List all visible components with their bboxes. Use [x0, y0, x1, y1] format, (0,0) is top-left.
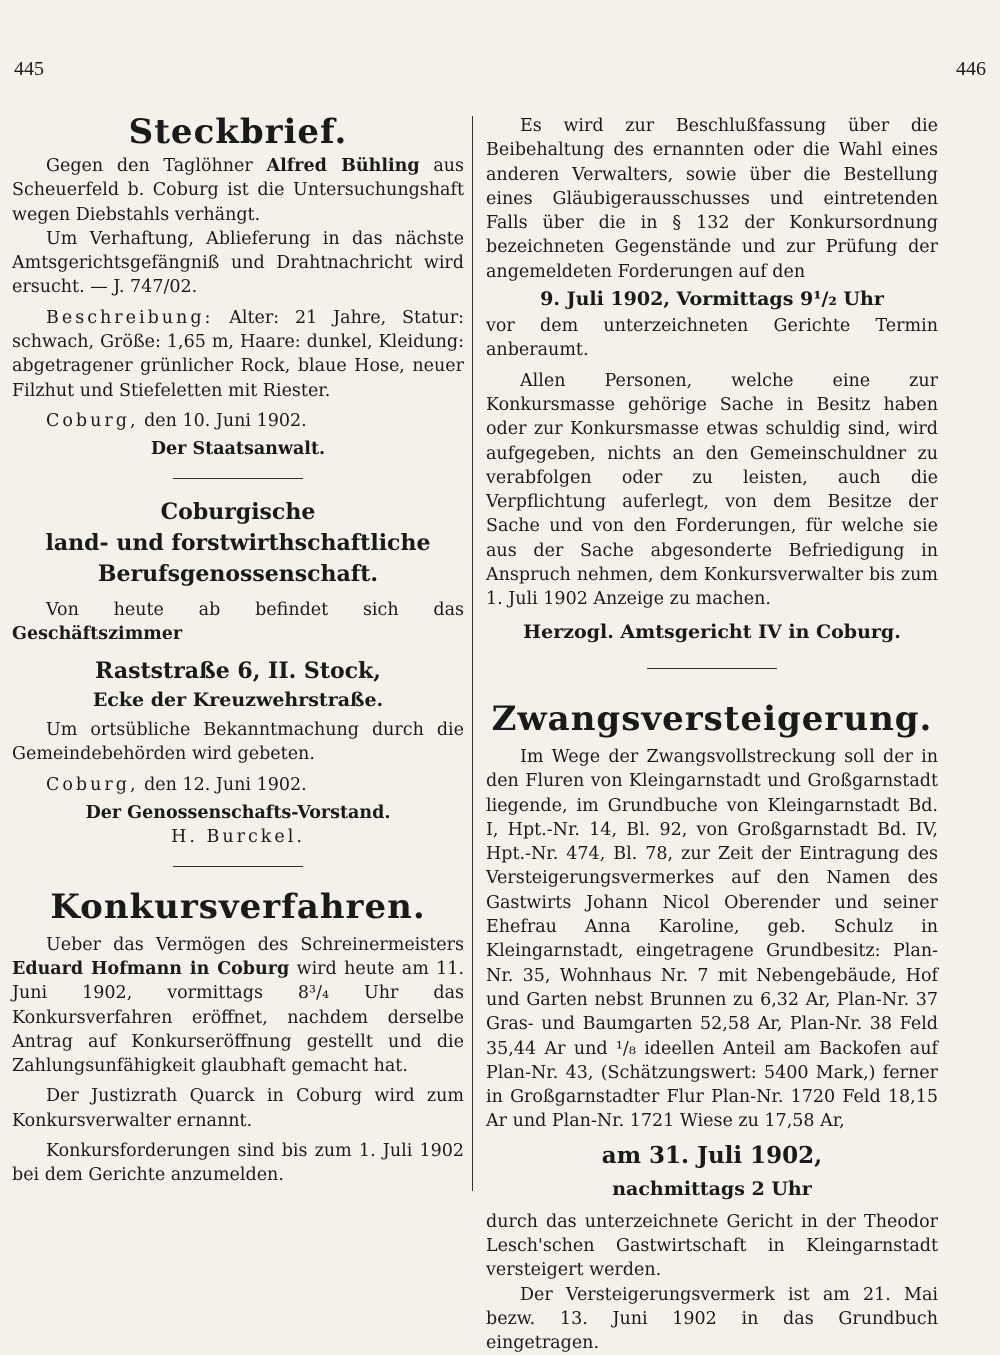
zwang-paragraph-2: durch das unterzeichnete Gericht in der Theodor Lesch'schen Gastwirtschaft in Kleingarnstadt versteigert werden.	[486, 1211, 938, 1281]
genossenschaft-paragraph-1: Von heute ab befindet sich das Geschäftszimmer	[12, 599, 464, 644]
konkurs-continuation	[486, 114, 938, 644]
konkurs-hearing-date: 9. Juli 1902, Vormittags 9¹/₂ Uhr	[540, 288, 884, 311]
section-divider	[173, 866, 303, 867]
zwang-paragraph-1: Im Wege der Zwangsvollstreckung soll der in den Fluren von Kleingarnstadt und Großgarnstadt liegende, im Grundbuche von Kleingarnstadt Bd. I, Hpt.-Nr. 14, Bl. 92, von Großgarnstadt Bd. IV, Hpt.-Nr. 474, Bl. 78, zur Zeit der Eintragung des Versteigerungsvermerkes auf den Namen des Gastwirts Johann Nicol Oberender und seiner Ehefrau Anna Karoline, geb. Schulz in Kleingarnstadt, eingetragene Grundbesitz: Plan-Nr. 35, Wohnhaus Nr. 7 mit Nebengebäude, Hof und Garten nebst Brunnen zu 6,32 Ar, Plan-Nr. 37 Gras- und Baumgarten 52,58 Ar, Plan-Nr. 38 Feld 35,44 Ar und ¹/₈ ideellen Anteil am Backofen auf Plan-Nr. 43, (Schätzungswert: 5400 Mark,) ferner in Großgarnstadter Flur Plan-Nr. 1720 Feld 18,15 Ar und Plan-Nr. 1721 Wiese zu 17,58 Ar,	[486, 746, 938, 1132]
konkurs-paragraph-3: Konkursforderungen sind bis zum 1. Juli 1902 bei dem Gerichte anzumelden.	[12, 1141, 464, 1186]
zwang-auction-date: am 31. Juli 1902,	[601, 1141, 823, 1169]
genossenschaft-address-1: Raststraße 6, II. Stock,	[95, 658, 381, 685]
debtor-name: Eduard Hofmann in Coburg	[12, 958, 290, 979]
konkurs-cont-paragraph-2: vor dem unterzeichneten Gerichte Termin anberaumt.	[486, 316, 938, 361]
genossenschaft-address-2: Ecke der Kreuzwehrstraße.	[92, 689, 384, 712]
konkurs-cont-paragraph-1: Es wird zur Beschlußfassung über die Beibehaltung des ernannten oder die Wahl eines anderen Verwalters, sowie über die Bestellung eines Gläubigerausschusses und eintretenden Falls über die in § 132 der Konkursordnung bezeichneten Gegenstände und zur Prüfung der angemeldeten Forderungen auf den	[486, 116, 938, 282]
genossenschaft-section	[12, 497, 464, 850]
steckbrief-paragraph-1: Gegen den Taglöhner Alfred Bühling aus Scheuerfeld b. Coburg ist die Untersuchungshaft wegen Diebstahls verhängt.	[12, 156, 464, 225]
page-number-left: 445	[14, 58, 44, 80]
page-number-right: 446	[956, 58, 986, 80]
right-column	[486, 114, 938, 1355]
genossenschaft-signature: Der Genossenschafts-Vorstand.	[85, 803, 391, 824]
steckbrief-paragraph-2: Um Verhaftung, Ablieferung in das nächste Amtsgerichtsgefängniß und Drahtnachricht wird ersucht. — J. 747/02.	[12, 228, 464, 298]
steckbrief-section	[12, 110, 464, 462]
steckbrief-place-date: Coburg, den 10. Juni 1902.	[46, 410, 307, 431]
konkurs-title: Konkursverfahren.	[50, 886, 426, 927]
zwang-title: Zwangsversteigerung.	[491, 698, 933, 739]
steckbrief-description: Beschreibung: Alter: 21 Jahre, Statur: schwach, Größe: 1,65 m, Haare: dunkel, Kleidung: abgetragener grünlicher Rock, blaue Hose, neuer Filzhut und Stiefeletten mit Riester.	[12, 307, 464, 401]
steckbrief-signature: Der Staatsanwalt.	[150, 439, 326, 460]
zwang-section	[486, 697, 938, 1355]
zwang-auction-time: nachmittags 2 Uhr	[612, 1177, 812, 1200]
section-divider	[173, 478, 303, 479]
konkurs-court-signature: Herzogl. Amtsgericht IV in Coburg.	[523, 620, 901, 643]
suspect-name: Alfred Bühling	[266, 156, 420, 176]
genossenschaft-signatory: H. Burckel.	[171, 827, 305, 848]
genossenschaft-title-3: Berufsgenossenschaft.	[97, 560, 379, 587]
konkurs-paragraph-1: Ueber das Vermögen des Schreinermeisters Eduard Hofmann in Coburg wird heute am 11. Juni 1902, vormittags 8³/₄ Uhr das Konkursverfahren eröffnet, nachdem derselbe Antrag auf Konkurseröffnung gestellt und die Zahlungsunfähigkeit glaubhaft gemacht hat.	[12, 934, 465, 1077]
column-divider	[472, 116, 473, 1191]
section-divider	[647, 668, 777, 669]
konkurs-paragraph-2: Der Justizrath Quarck in Coburg wird zum Konkursverwalter ernannt.	[12, 1086, 464, 1131]
genossenschaft-place-date: Coburg, den 12. Juni 1902.	[46, 774, 307, 795]
konkurs-cont-paragraph-3: Allen Personen, welche eine zur Konkursmasse gehörige Sache in Besitz haben oder zur Konkursmasse etwas schuldig sind, wird aufgegeben, nichts an den Gemeinschuldner zu verabfolgen oder zu leisten, auch die Verpflichtung auferlegt, von dem Besitze der Sache und von den Forderungen, für welche sie aus der Sache abgesonderte Befriedigung in Anspruch nehmen, dem Konkursverwalter bis zum 1. Juli 1902 Anzeige zu machen.	[486, 370, 938, 610]
genossenschaft-paragraph-2: Um ortsübliche Bekanntmachung durch die Gemeindebehörden wird gebeten.	[12, 720, 464, 765]
genossenschaft-title-1: Coburgische	[160, 498, 316, 525]
left-column	[12, 110, 464, 1188]
konkurs-section	[12, 885, 464, 1188]
genossenschaft-title-2: land- und forstwirthschaftliche	[45, 529, 431, 556]
steckbrief-title: Steckbrief.	[128, 112, 348, 152]
zwang-paragraph-3: Der Versteigerungsvermerk ist am 21. Mai bezw. 13. Juni 1902 in das Grundbuch eingetragen.	[486, 1284, 938, 1354]
